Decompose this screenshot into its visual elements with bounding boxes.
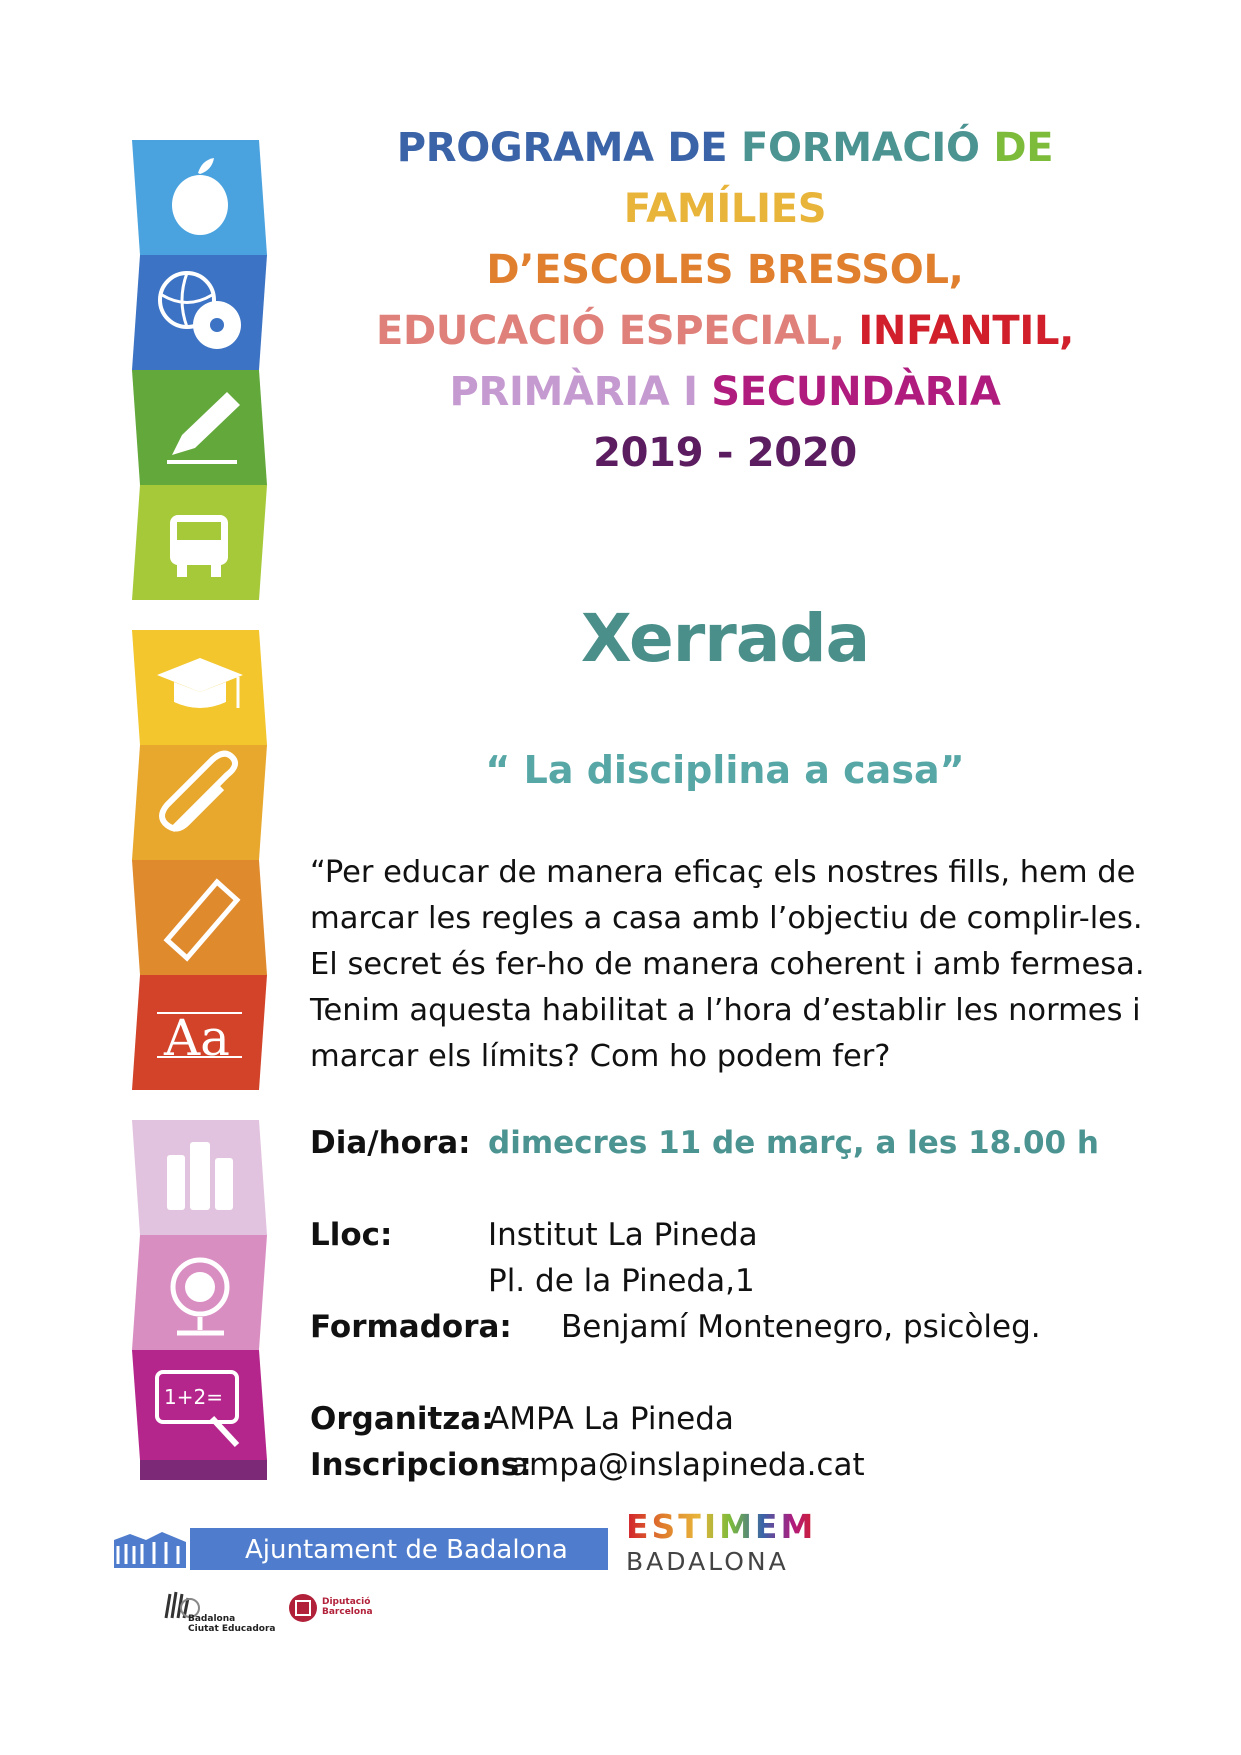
header-word-primaria: PRIMÀRIA I <box>449 369 698 415</box>
graduation-cap-icon <box>132 630 267 745</box>
formadora-label: Formadora: <box>310 1309 512 1345</box>
ajuntament-text: Ajuntament de Badalona <box>245 1535 568 1565</box>
math-tile <box>132 1350 267 1480</box>
ruler-tile <box>132 860 267 975</box>
pencil-tile <box>132 370 267 485</box>
diputacio-logo-icon <box>288 1593 318 1623</box>
description-paragraph <box>310 850 1145 1080</box>
paragraph-line: marcar els límits? Com ho podem fer? <box>310 1039 891 1074</box>
header-word-infantil: INFANTIL, <box>858 308 1075 354</box>
paperclip-tile <box>132 745 267 860</box>
diputacio-line-1: Diputació <box>322 1597 371 1607</box>
estimem-text: ESTIMEM <box>626 1507 817 1546</box>
math-text: 1+2= <box>164 1385 223 1409</box>
page-title: Xerrada <box>580 600 870 677</box>
talk-subtitle: “ La disciplina a casa” <box>485 748 965 792</box>
lloc-value-1: Institut La Pineda <box>488 1217 758 1253</box>
paperclip-icon <box>132 745 267 860</box>
detail-organitza <box>310 1396 494 1442</box>
ruler-icon <box>132 860 267 975</box>
detail-formadora <box>310 1304 512 1350</box>
letters-tile <box>132 975 267 1090</box>
paragraph-line: El secret és fer-ho de manera coherent i amb fermesa. <box>310 947 1145 982</box>
detail-inscripcions <box>310 1442 532 1488</box>
formadora-value: Benjamí Montenegro, psicòleg. <box>561 1309 1041 1345</box>
header-word-especial: EDUCACIÓ ESPECIAL, <box>375 308 845 354</box>
badalona-crest-icon <box>110 1520 190 1572</box>
diputacio-line-2: Barcelona <box>322 1607 373 1617</box>
diputacio-text <box>322 1597 373 1617</box>
balls-tile <box>132 255 267 370</box>
header-line-4 <box>330 301 1120 362</box>
lloc-value-2: Pl. de la Pineda,1 <box>488 1263 755 1299</box>
ciutat-educadora-line-2: Ciutat Educadora <box>188 1624 276 1634</box>
apple-icon <box>132 140 267 255</box>
paragraph-line: marcar les regles a casa amb l’objectiu de complir-les. <box>310 901 1143 936</box>
books-tile <box>132 1120 267 1235</box>
dia-label: Dia/hora: <box>310 1125 471 1161</box>
header-word-secundaria: SECUNDÀRIA <box>711 369 1001 415</box>
organitza-label: Organitza: <box>310 1401 494 1437</box>
paragraph-line: “Per educar de manera eficaç els nostres fills, hem de <box>310 855 1136 890</box>
inscripcions-label: Inscripcions: <box>310 1447 532 1483</box>
letters-icon <box>132 975 267 1090</box>
paragraph-line: Tenim aquesta habilitat a l’hora d’establir les normes i <box>310 993 1141 1028</box>
globe-icon <box>132 1235 267 1350</box>
balls-icon <box>132 255 267 370</box>
globe-tile <box>132 1235 267 1350</box>
letters-text: Aa <box>164 1009 230 1067</box>
header-line-1 <box>330 118 1120 179</box>
math-board-icon <box>132 1350 267 1480</box>
graduation-tile <box>132 630 267 745</box>
bus-tile <box>132 485 267 600</box>
program-header <box>330 118 1120 484</box>
header-word-programa: PROGRAMA DE <box>396 125 728 171</box>
books-icon <box>132 1120 267 1235</box>
pencil-icon <box>132 370 267 485</box>
detail-dia-hora <box>310 1120 471 1166</box>
organitza-value: AMPA La Pineda <box>488 1401 734 1437</box>
apple-tile <box>132 140 267 255</box>
header-word-formacio: FORMACIÓ <box>740 125 980 171</box>
header-word-de: DE <box>993 125 1054 171</box>
detail-lloc <box>310 1212 392 1258</box>
inscripcions-email[interactable]: ampa@inslapineda.cat <box>510 1447 865 1483</box>
ciutat-educadora-line-1: Badalona <box>188 1614 236 1624</box>
bus-icon <box>132 485 267 600</box>
header-line-2: FAMÍLIES <box>623 186 827 232</box>
header-line-5 <box>330 362 1120 423</box>
dia-value: dimecres 11 de març, a les 18.00 h <box>488 1125 1099 1161</box>
lloc-label: Lloc: <box>310 1217 393 1253</box>
header-line-3: D’ESCOLES BRESSOL, <box>486 247 964 293</box>
badalona-text: BADALONA <box>626 1547 789 1576</box>
header-year: 2019 - 2020 <box>593 430 857 476</box>
ciutat-educadora-text <box>188 1614 275 1634</box>
estimem-logo <box>626 1509 816 1545</box>
